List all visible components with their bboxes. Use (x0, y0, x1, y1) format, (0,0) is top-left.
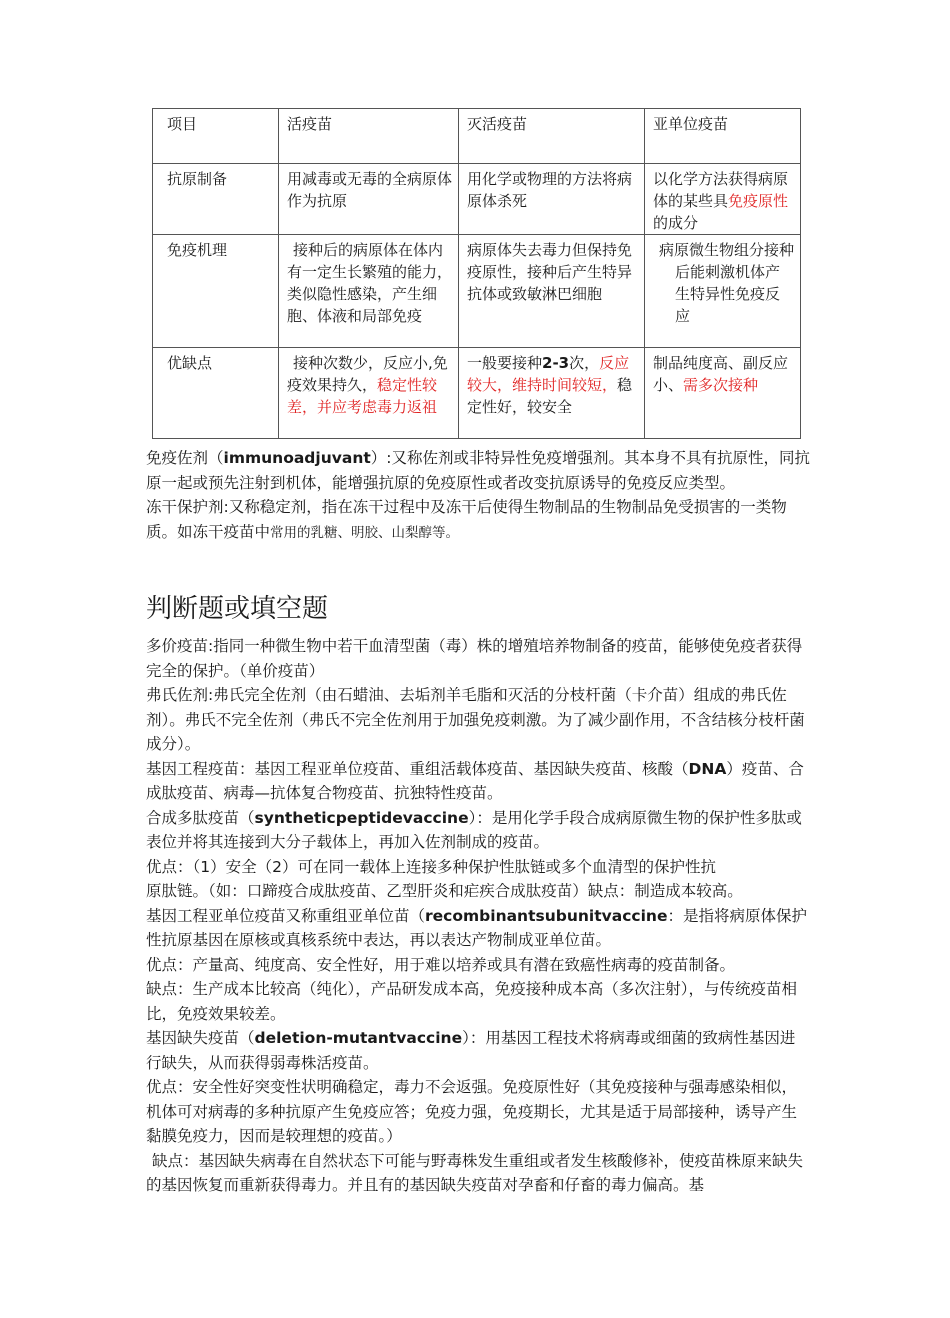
paragraph-peptide-pros (146, 855, 810, 904)
paragraph-freund: 弗氏佐剂:弗氏完全佐剂（由石蜡油、去垢剂羊毛脂和灭活的分枝杆菌（卡介苗）组成的弗氏佐剂）。弗氏不完全佐剂（弗氏不完全佐剂用于加强免疫刺激。为了减少副作用，不含结核分枝杆菌成分）。 (146, 686, 805, 753)
cell-number: 2-3 (542, 354, 570, 372)
term: immunoadjuvant (223, 449, 371, 467)
cell-text: 接种次数少，反应小,免疫效果持久， (287, 354, 448, 394)
paragraph-multivalent: 多价疫苗:指同一种微生物中若干血清型菌（毒）株的增殖培养物制备的疫苗，能够使免疫者获得完全的保护。（单价疫苗） (146, 637, 803, 680)
paragraph-recombinant-subunit (146, 904, 810, 953)
cell-inactivated (459, 348, 645, 439)
header-subunit-vaccine: 亚单位疫苗 (645, 109, 801, 164)
term: DNA (688, 759, 727, 778)
text-span: ）安全（ (210, 857, 273, 876)
text-span: 免疫佐剂（ (146, 449, 224, 467)
text-span: 常用的乳糖、明胶、山梨醇等。 (270, 524, 460, 541)
table-row (153, 164, 801, 235)
paragraph-deletion-pros: 优点：安全性好突变性状明确稳定，毒力不会返强。免疫原性好（其免疫接种与强毒感染相似，机体可对病毒的多种抗原产生免疫应答；免疫力强，免疫期长，尤其是适于局部接种，诱导产生黏膜免疫力，因而是较理想的疫苗。） (146, 1078, 798, 1145)
term: deletion-mutantvaccine (254, 1029, 463, 1047)
cell-text: 一般要接种 (467, 354, 543, 372)
header-live-vaccine: 活疫苗 (279, 109, 459, 164)
term: recombinantsubunitvaccine (425, 906, 668, 925)
text-span: 1 (200, 857, 211, 876)
text-span: ）:又称佐剂或非特异性免疫增强剂。其本身不具有抗原性，同抗原一起或预先注射到机体，能增强抗原的免疫原性或者改变抗原诱导的免疫反应类型。 (146, 449, 810, 492)
text-span: ）疫苗、合成肽疫苗、病毒—抗体复合物疫苗、抗独特性疫苗。 (146, 759, 804, 802)
header-inactivated-vaccine: 灭活疫苗 (459, 109, 645, 164)
text-span: ）可在同一载体上连接多种保护性肽链或多个血清型的保护性抗 (282, 857, 717, 876)
text-span: 合成多肽疫苗（ (146, 808, 255, 827)
cell-subunit (645, 348, 801, 439)
paragraph-deletion-mutant (146, 1026, 810, 1075)
paragraph-subunit-cons: 缺点：生产成本比较高（纯化），产品研发成本高，免疫接种成本高（多次注射），与传统疫苗相比，免疫效果较差。 (146, 980, 798, 1023)
cell-subunit (645, 235, 801, 348)
table-header-row (153, 109, 801, 164)
cell-text: 稳定性好，较安全 (467, 376, 633, 416)
text-span: ）：是用化学手段合成病原微生物的保护性多肽或表位并将其连接到大分子载体上，再加入佐剂制成的疫苗。 (146, 808, 802, 851)
paragraph-subunit-pros: 优点：产量高、纯度高、安全性好，用于难以培养或具有潜在致癌性病毒的疫苗制备。 (146, 955, 736, 974)
text-span: 基因工程亚单位疫苗又称重组亚单位苗（ (146, 906, 426, 925)
cell-text: 次， (569, 354, 600, 372)
paragraph-genetic-engineering (146, 757, 810, 806)
row-label: 抗原制备 (153, 164, 279, 235)
cell-inactivated: 用化学或物理的方法将病原体杀死 (459, 164, 645, 235)
text-span: 优点：（ (146, 857, 201, 876)
cell-live (279, 348, 459, 439)
text-span: 基因工程疫苗：基因工程亚单位疫苗、重组活载体疫苗、基因缺失疫苗、核酸（ (146, 759, 689, 778)
text-span: 冻干保护剂:又称稳定剂，指在冻干过程中及冻干后使得生物制品的生物制品免受损害的一类物质。如冻干疫苗中 (146, 498, 787, 541)
highlight-text: 反应较大，维持时间较短， (467, 354, 630, 394)
cell-live: 用减毒或无毒的全病原体作为抗原 (279, 164, 459, 235)
term: syntheticpeptidevaccine (254, 808, 469, 827)
text-span: 2 (272, 857, 283, 876)
paragraph-synthetic-peptide (146, 806, 810, 855)
text-span: 基因缺失疫苗（ (146, 1029, 255, 1047)
row-label: 免疫机理 (153, 235, 279, 348)
text-span: ：是指将病原体保护性抗原基因在原核或真核系统中表达，再以表达产物制成亚单位苗。 (146, 906, 807, 949)
text-span: 原肽链。（如：口蹄疫合成肽疫苗、乙型肝炎和疟疾合成肽疫苗）缺点：制造成本较高。 (146, 882, 743, 900)
cell-text: 以化学方法获得病原体的某些具 (653, 170, 789, 210)
cell-text: 制品纯度高、副反应小、 (653, 354, 789, 394)
cell-text: 接种后的病原体在体内有一定生长繁殖的能力，类似隐性感染，产生细胞、体液和局部免疫 (287, 241, 453, 325)
section-title: 判断题或填空题 (146, 594, 329, 624)
table-row (153, 235, 801, 348)
protectant-paragraph (146, 495, 810, 545)
cell-subunit (645, 164, 801, 235)
adjuvant-paragraph (146, 446, 810, 495)
table-row (153, 348, 801, 439)
row-label: 优缺点 (153, 348, 279, 439)
text-span: ）：用基因工程技术将病毒或细菌的致病性基因进行缺失，从而获得弱毒株活疫苗。 (146, 1029, 796, 1072)
cell-text: 的成分 (653, 214, 699, 232)
highlight-text: 稳定性较差，并应考虑毒力返祖 (287, 376, 438, 416)
vaccine-comparison-table (152, 108, 801, 439)
paragraph-deletion-cons: 缺点：基因缺失病毒在自然状态下可能与野毒株发生重组或者发生核酸修补，使疫苗株原来缺失的基因恢复而重新获得毒力。并且有的基因缺失疫苗对孕畜和仔畜的毒力偏高。基 (146, 1151, 804, 1194)
cell-inactivated: 病原体失去毒力但保持免疫原性，接种后产生特异抗体或致敏淋巴细胞 (459, 235, 645, 348)
definitions-block (146, 446, 810, 545)
highlight-text: 需多次接种 (683, 376, 759, 394)
highlight-text: 免疫原性 (728, 192, 789, 210)
body-text (146, 634, 810, 1198)
header-item: 项目 (153, 109, 279, 164)
cell-text: 病原微生物组分接种后能刺激机体产生特异性免疫反应 (659, 241, 795, 325)
cell-live (279, 235, 459, 348)
